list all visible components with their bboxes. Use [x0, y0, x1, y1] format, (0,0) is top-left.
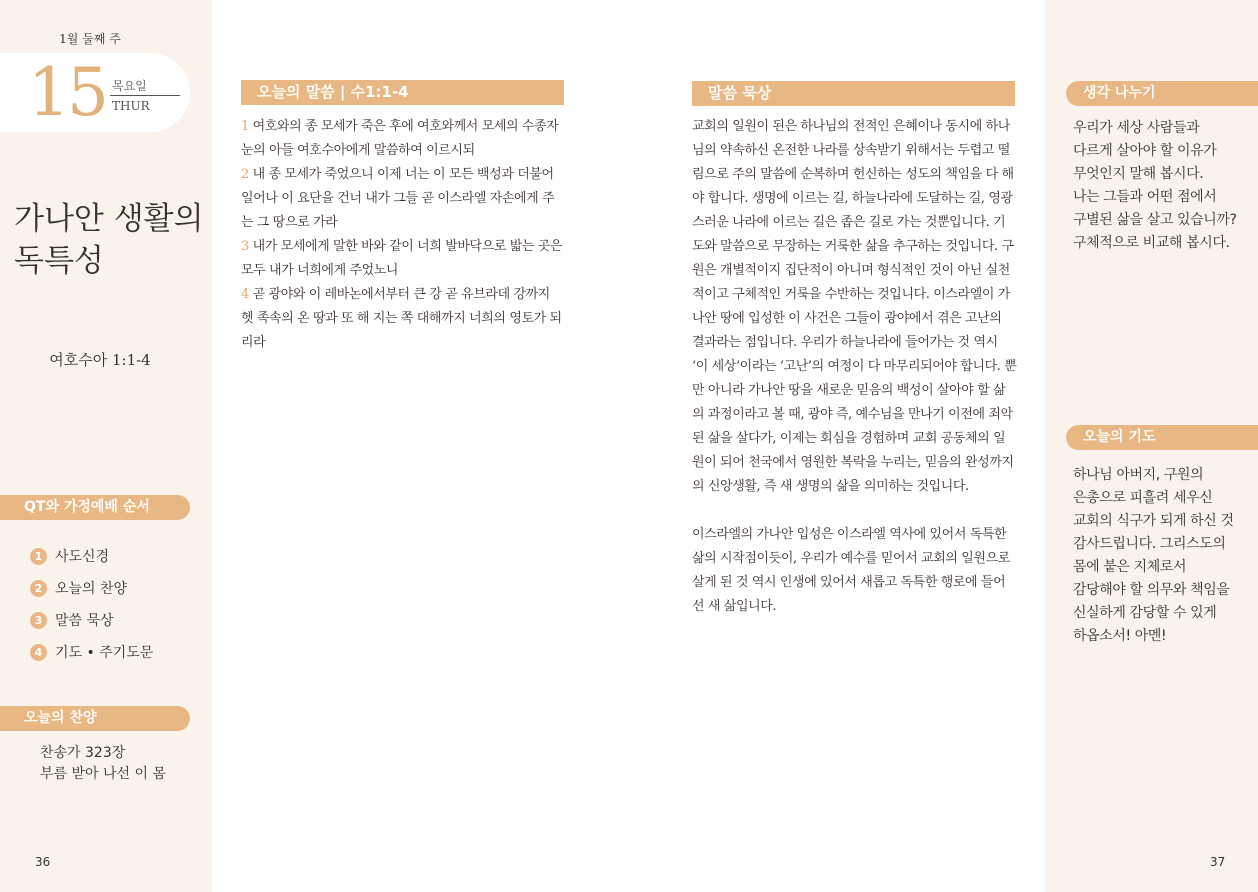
- number-badge: 2: [30, 580, 47, 597]
- text-line: 감당해야 할 의무와 책임을: [1073, 582, 1230, 598]
- text-line: 구체적으로 비교해 봅시다.: [1073, 235, 1230, 251]
- verse-number: 3: [241, 239, 249, 254]
- reflection-text: [1073, 117, 1253, 255]
- verse-number: 2: [241, 167, 249, 182]
- text-line: 감사드립니다. 그리스도의: [1073, 536, 1226, 552]
- number-badge: 4: [30, 644, 47, 661]
- list-item: [30, 540, 153, 572]
- qt-order-label: QT와 가정예배 순서: [0, 495, 190, 520]
- order-label: 기도 • 주기도문: [55, 645, 154, 661]
- page-number-right: 37: [1210, 855, 1226, 869]
- verse-text: 여호와의 종 모세가 죽은 후에 여호와께서 모세의 수종자 눈의 아들 여호수아에게 말씀하여 이르시되: [241, 119, 559, 158]
- verse-number: 1: [241, 119, 249, 134]
- page-number-left: 36: [35, 855, 51, 869]
- todays-word-header: 오늘의 말씀 | 수1:1-4: [241, 80, 564, 105]
- text-line: 은총으로 피흘려 세우신: [1073, 490, 1213, 506]
- meditation-paragraph-2: 이스라엘의 가나안 입성은 이스라엘 역사에 있어서 독특한 삶의 시작점이듯이, 우리가 예수를 믿어서 교회의 일원으로 살게 된 것 역시 인생에 있어서 새롭고 독특한 행로에 들어선 새 삶입니다.: [692, 527, 1010, 614]
- text-line: 신실하게 감당할 수 있게: [1073, 605, 1217, 621]
- hymn-title: 부름 받아 나선 이 몸: [40, 766, 166, 782]
- text-line: 우리가 세상 사람들과: [1073, 120, 1200, 136]
- verse-text: 내가 모세에게 말한 바와 같이 너희 발바닥으로 밟는 곳은 모두 내가 너희에게 주었노니: [241, 239, 563, 278]
- meditation-body: [692, 115, 1017, 643]
- verse-text: 곧 광야와 이 레바논에서부터 큰 강 곧 유브라데 강까지 헷 족속의 온 땅과 또 해 지는 쪽 대해까지 너희의 영토가 되리라: [241, 287, 562, 350]
- qt-order-list: [30, 540, 153, 668]
- prayer-text: [1073, 464, 1253, 648]
- verse-text: 내 종 모세가 죽었으니 이제 너는 이 모든 백성과 더불어 일어나 이 요단을 건너 내가 그들 곧 이스라엘 자손에게 주는 그 땅으로 가라: [241, 167, 555, 230]
- page-title: [14, 198, 209, 282]
- todays-word-body: [241, 115, 564, 355]
- text-line: 교회의 식구가 되게 하신 것: [1073, 513, 1234, 529]
- list-item: [30, 636, 153, 668]
- text-line: 나는 그들과 어떤 점에서: [1073, 189, 1217, 205]
- scripture-reference: 여호수아 1:1-4: [49, 351, 151, 369]
- hymn-number: 찬송가 323장: [40, 745, 126, 761]
- text-line: 몸에 붙은 지체로서: [1073, 559, 1187, 575]
- meditation-header: 말씀 묵상: [692, 81, 1015, 106]
- number-badge: 1: [30, 548, 47, 565]
- order-label: 말씀 묵상: [55, 613, 114, 629]
- date-divider: [110, 95, 180, 96]
- text-line: 구별된 삶을 살고 있습니까?: [1073, 212, 1237, 228]
- list-item: [30, 604, 153, 636]
- order-label: 사도신경: [55, 549, 110, 565]
- number-badge: 3: [30, 612, 47, 629]
- week-label: 1월 둘째 주: [59, 32, 121, 46]
- day-english: THUR: [112, 99, 150, 113]
- verse-number: 4: [241, 287, 249, 302]
- text-line: 하옵소서! 아멘!: [1073, 628, 1167, 644]
- text-line: 무엇인지 말해 봅시다.: [1073, 166, 1204, 182]
- text-line: 다르게 살아야 할 이유가: [1073, 143, 1217, 159]
- reflection-label: 생각 나누기: [1066, 81, 1258, 106]
- title-line-2: 독특성: [14, 243, 104, 279]
- text-line: 하나님 아버지, 구원의: [1073, 467, 1204, 483]
- hymn-label: 오늘의 찬양: [0, 706, 190, 731]
- prayer-label: 오늘의 기도: [1066, 425, 1258, 450]
- hymn-info: [40, 743, 166, 785]
- order-label: 오늘의 찬양: [55, 581, 128, 597]
- date-number: 15: [28, 54, 106, 131]
- meditation-paragraph-1: 교회의 일원이 된은 하나님의 전적인 은혜이나 동시에 하나님의 약속하신 온전한 나라를 상속받기 위해서는 두렵고 떨림으로 주의 말씀에 순복하며 헌신하는 성도의 책임을 다 해야 합니다. 생명에 이르는 길, 하늘나라에 도달하는 길, 영광스러운 나라에 이르는 길은 좁은 길로 가는 것뿐입니다. 기도와 말씀으로 무장하는 거룩한 삶을 추구하는 것입니다. 구원은 개별적이지 집단적이 아니며 형식적인 것이 아닌 실천적이고 구체적인 거룩을 수반하는 것입니다. 이스라엘이 가나안 땅에 입성한 이 사건은 그들이 광야에서 겪은 고난의 결과라는 점입니다. 우리가 하늘나라에 들어가는 것 역시 ‘이 세상’이라는 ‘고난’의 여정이 다 마무리되어야 합니다. 뿐만 아니라 가나안 땅을 새로운 믿음의 백성이 살아야 할 삶의 과정이라고 볼 때, 광야 즉, 예수님을 만나기 이전에 죄악된 삶을 살다가, 이제는 회심을 경험하며 교회 공동체의 일원이 되어 천국에서 영원한 복락을 누리는, 믿음의 완성까지의 신앙생활, 즉 새 생명의 삶을 의미하는 것입니다.: [692, 119, 1017, 494]
- day-korean: 목요일: [112, 79, 147, 93]
- title-line-1: 가나안 생활의: [14, 201, 204, 237]
- list-item: [30, 572, 153, 604]
